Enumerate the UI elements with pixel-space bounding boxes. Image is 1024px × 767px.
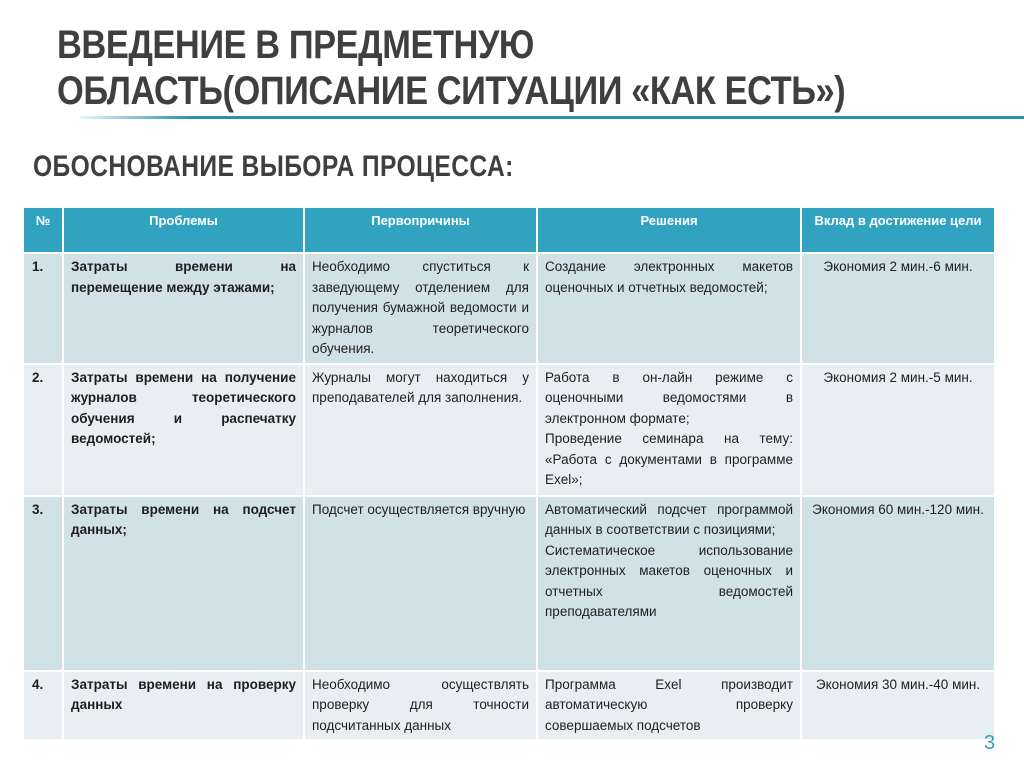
title-line-2: ОБЛАСТЬ(ОПИСАНИЕ СИТУАЦИИ «КАК ЕСТЬ») [57,69,846,113]
cause-cell: Необходимо спуститься к заведующему отделением для получения бумажной ведомости и журналов теоретического обучения. [304,253,537,364]
solution-cell [537,253,801,364]
table-row [23,253,995,364]
solution-line: Работа в он-лайн режиме с оценочными ведомостями в электронном формате; [545,369,793,426]
solution-cell [537,496,801,671]
problem-cell: Затраты времени на получение журналов теоретического обучения и распечатку ведомостей; [63,364,304,496]
problem-cell: Затраты времени на подсчет данных; [63,496,304,671]
contribution-cell: Экономия 2 мин.-6 мин. [801,253,995,364]
cause-cell: Журналы могут находиться у преподавателей для заполнения. [304,364,537,496]
table-row [23,671,995,741]
header-problems: Проблемы [63,207,304,253]
table-row [23,496,995,671]
table-header-row [23,207,995,253]
header-root-causes: Первопричины [304,207,537,253]
slide-title [57,22,845,114]
row-number: 1. [23,253,63,364]
row-number: 4. [23,671,63,741]
row-number: 3. [23,496,63,671]
process-justification-table [22,206,996,741]
problem-cell: Затраты времени на перемещение между этажами; [63,253,304,364]
contribution-cell: Экономия 2 мин.-5 мин. [801,364,995,496]
solution-line: Автоматический подсчет программой данных в соответствии с позициями; [545,501,793,537]
slide-subtitle: ОБОСНОВАНИЕ ВЫБОРА ПРОЦЕССА: [33,150,514,183]
contribution-cell: Экономия 60 мин.-120 мин. [801,496,995,671]
solution-line: Проведение семинара на тему: «Работа с документами в программе Exel»; [545,431,793,487]
solution-cell [537,671,801,741]
title-underline-divider [80,116,1024,119]
cause-cell: Необходимо осуществлять проверку для точности подсчитанных данных [304,671,537,741]
contribution-cell: Экономия 30 мин.-40 мин. [801,671,995,741]
row-number: 2. [23,364,63,496]
table-row [23,364,995,496]
solution-cell [537,364,801,496]
solution-line: Создание электронных макетов оценочных и отчетных ведомостей; [545,259,793,295]
header-number: № [23,207,63,253]
title-line-1: ВВЕДЕНИЕ В ПРЕДМЕТНУЮ [57,23,534,67]
page-number: 3 [984,732,996,754]
header-solutions: Решения [537,207,801,253]
header-contribution: Вклад в достижение цели [801,207,995,253]
problem-cell: Затраты времени на проверку данных [63,671,304,741]
solution-line: Систематическое использование электронных макетов оценочных и отчетных ведомостей преподавателями [545,542,793,619]
cause-cell: Подсчет осуществляется вручную [304,496,537,671]
solution-line: Программа Exel производит автоматическую проверку совершаемых подсчетов [545,676,793,733]
